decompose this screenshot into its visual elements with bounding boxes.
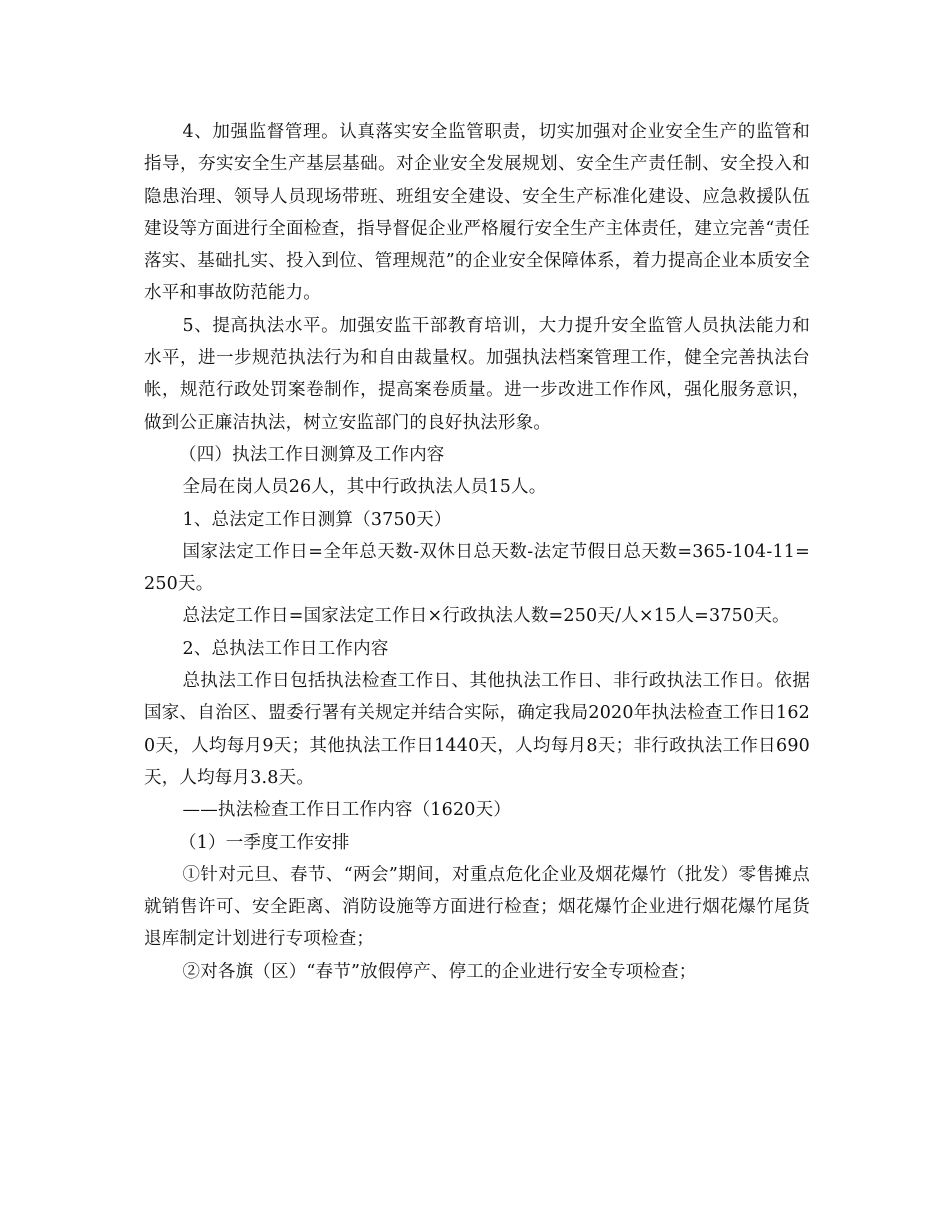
paragraph-supervision: 4、加强监督管理。认真落实安全监管职责，切实加强对企业安全生产的监管和指导，夯实安全生产基层基础。对企业安全发展规划、安全生产责任制、安全投入和隐患治理、领导人员现场带班、班组安全建设、安全生产标准化建设、应急救援队伍建设等方面进行全面检查，指导督促企业严格履行安全生产主体责任，建立完善“责任落实、基础扎实、投入到位、管理规范”的企业安全保障体系，着力提高企业本质安全水平和事故防范能力。 (144, 122, 810, 304)
paragraph-enforcement-breakdown: 总执法工作日包括执法检查工作日、其他执法工作日、非行政执法工作日。依据国家、自治区、盟委行署有关规定并结合实际，确定我局2020年执法检查工作日1620天，人均每月9天；其他执法工作日1440天，人均每月8天；非行政执法工作日690天，人均每月3.8天。 (144, 671, 810, 788)
paragraph-staff-count: 全局在岗人员26人，其中行政执法人员15人。 (182, 477, 547, 498)
section-heading-workdays: （四）执法工作日测算及工作内容 (179, 444, 445, 465)
subheading-enforcement-content: 2、总执法工作日工作内容 (182, 638, 389, 659)
paragraph-enforcement-level: 5、提高执法水平。加强安监干部教育培训，大力提升安全监管人员执法能力和水平，进一步规范执法行为和自由裁量权。加强执法档案管理工作，健全完善执法台帐，规范行政处罚案卷制作，提高案卷质量。进一步改进工作作风，强化服务意识，做到公正廉洁执法，树立安监部门的良好执法形象。 (144, 315, 810, 433)
subheading-legal-workdays: 1、总法定工作日测算（3750天） (182, 509, 452, 530)
paragraph-national-workdays-formula: 国家法定工作日=全年总天数-双休日总天数-法定节假日总天数=365-104-11=250天。 (144, 541, 810, 595)
document-body (144, 116, 810, 988)
paragraph-total-workdays-formula: 总法定工作日=国家法定工作日×行政执法人数=250天/人×15人=3750天。 (182, 606, 790, 627)
subheading-inspection-content: ——执法检查工作日工作内容（1620天） (182, 800, 512, 821)
list-item-spring-festival-inspection: ②对各旗（区）“春节”放假停产、停工的企业进行安全专项检查； (182, 961, 697, 982)
list-item-fireworks-inspection: ①针对元旦、春节、“两会”期间，对重点危化企业及烟花爆竹（批发）零售摊点就销售许可、安全距离、消防设施等方面进行检查；烟花爆竹企业进行烟花爆竹尾货退库制定计划进行专项检查； (144, 864, 810, 950)
subheading-q1-plan: （1）一季度工作安排 (179, 832, 350, 853)
